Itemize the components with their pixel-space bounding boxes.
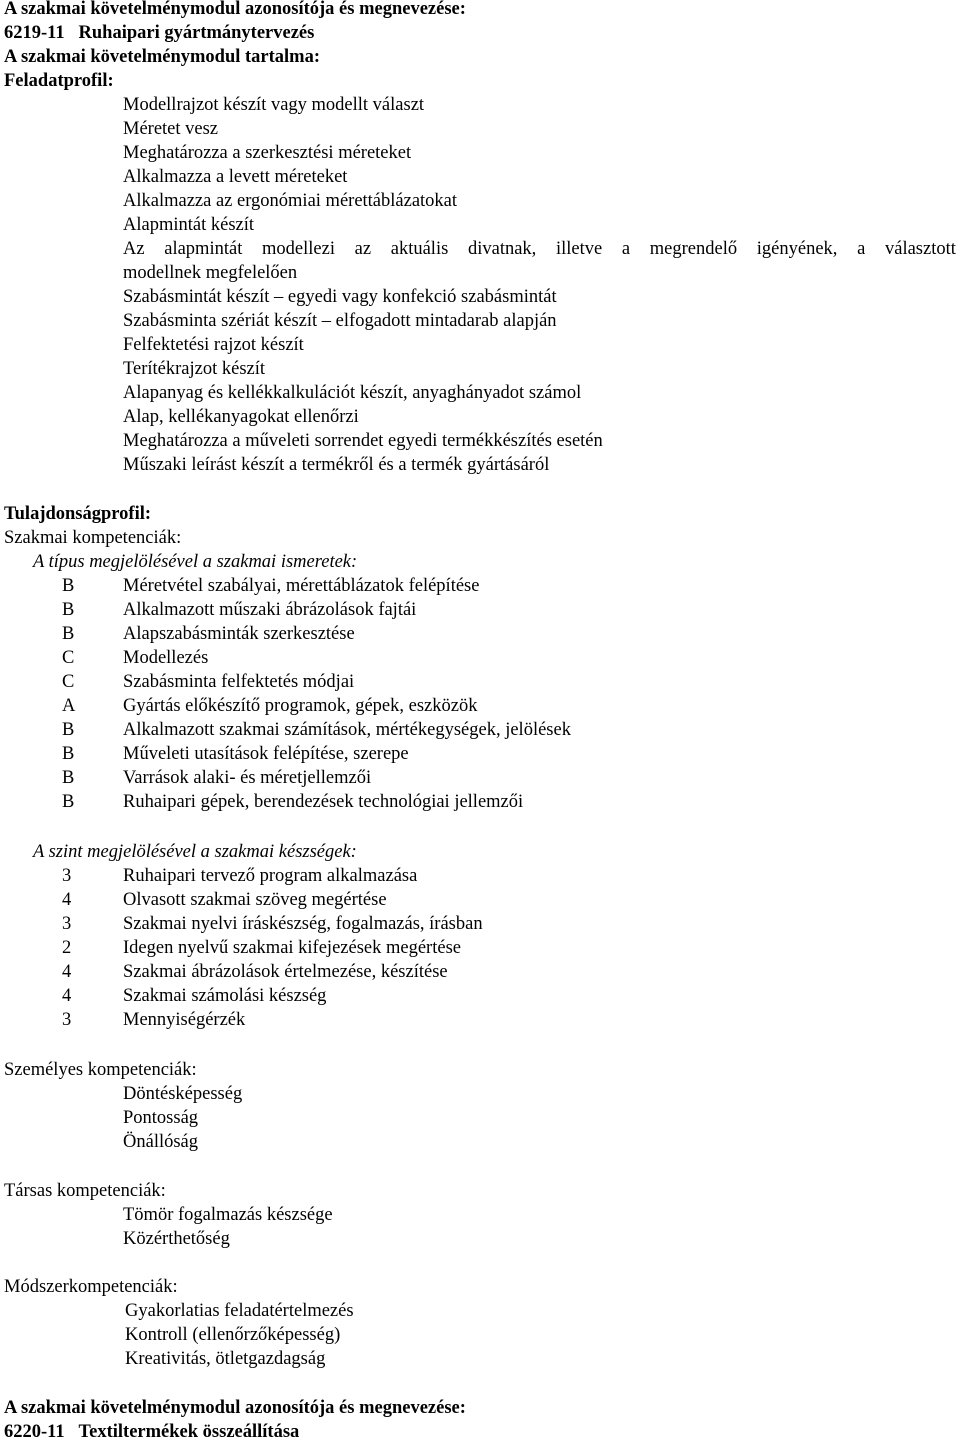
task-word: Az: [123, 239, 145, 259]
module-code: 6219-11: [4, 23, 65, 43]
knowledge-type: B: [62, 720, 75, 740]
knowledge-row: [0, 790, 960, 814]
knowledge-row: [0, 742, 960, 766]
task-item: Modellrajzot készít vagy modellt választ: [123, 95, 425, 115]
method-competency: Kontroll (ellenőrzőképesség): [125, 1325, 341, 1345]
skill-text: Ruhaipari tervező program alkalmazása: [123, 866, 418, 886]
knowledge-row: [0, 718, 960, 742]
task-item-continuation: modellnek megfelelően: [123, 263, 298, 283]
task-word: igényének,: [756, 239, 838, 259]
task-item: Szabásminta szériát készít – elfogadott mintadarab alapján: [123, 311, 557, 331]
knowledge-text: Alkalmazott szakmai számítások, mértékegységek, jelölések: [123, 720, 571, 740]
module2-id-heading: A szakmai követelménymodul azonosítója és megnevezése:: [4, 1398, 466, 1418]
personal-competencies-heading: Személyes kompetenciák:: [4, 1060, 197, 1080]
skill-row: [0, 864, 960, 888]
task-item: Meghatározza a műveleti sorrendet egyedi termékkészítés esetén: [123, 431, 603, 451]
skill-text: Idegen nyelvű szakmai kifejezések megértése: [123, 938, 461, 958]
knowledge-type: B: [62, 792, 75, 812]
task-item: Meghatározza a szerkesztési méreteket: [123, 143, 412, 163]
task-word: aktuális: [390, 239, 449, 259]
personal-competency: Pontosság: [123, 1108, 199, 1128]
knowledge-row: [0, 646, 960, 670]
skill-row: [0, 888, 960, 912]
method-competencies-heading: Módszerkompetenciák:: [4, 1277, 178, 1297]
skill-row: [0, 960, 960, 984]
skill-row: [0, 912, 960, 936]
skill-level: 3: [62, 1010, 72, 1030]
task-item: Alkalmazza az ergonómiai mérettáblázatokat: [123, 191, 458, 211]
knowledge-text: Méretvétel szabályai, mérettáblázatok felépítése: [123, 576, 480, 596]
knowledge-type: C: [62, 648, 75, 668]
module2-code: 6220-11: [4, 1422, 65, 1442]
task-item: Műszaki leírást készít a termékről és a termék gyártásáról: [123, 455, 550, 475]
knowledge-row: [0, 766, 960, 790]
skill-level: 2: [62, 938, 72, 958]
task-word: illetve: [555, 239, 603, 259]
skill-level: 4: [62, 986, 72, 1006]
task-profile-heading: Feladatprofil:: [4, 71, 114, 91]
task-item: Alapmintát készít: [123, 215, 255, 235]
module-code-name: [4, 21, 314, 45]
module-content-heading: A szakmai követelménymodul tartalma:: [4, 47, 321, 67]
task-word: az: [354, 239, 372, 259]
social-competency: Tömör fogalmazás készsége: [123, 1205, 333, 1225]
knowledge-row: [0, 694, 960, 718]
knowledge-heading: A típus megjelölésével a szakmai ismeretek:: [33, 552, 358, 572]
module-id-heading: A szakmai követelménymodul azonosítója és megnevezése:: [4, 0, 466, 19]
knowledge-row: [0, 622, 960, 646]
knowledge-type: B: [62, 576, 75, 596]
task-item-long: [123, 237, 956, 261]
skill-text: Olvasott szakmai szöveg megértése: [123, 890, 387, 910]
personal-competency: Döntésképesség: [123, 1084, 243, 1104]
professional-competencies-heading: Szakmai kompetenciák:: [4, 528, 182, 548]
knowledge-type: A: [62, 696, 76, 716]
skill-text: Szakmai ábrázolások értelmezése, készítése: [123, 962, 448, 982]
property-profile-heading: Tulajdonságprofil:: [4, 504, 152, 524]
task-item: Alapanyag és kellékkalkulációt készít, anyaghányadot számol: [123, 383, 582, 403]
knowledge-type: B: [62, 744, 75, 764]
knowledge-text: Műveleti utasítások felépítése, szerepe: [123, 744, 409, 764]
knowledge-text: Szabásminta felfektetés módjai: [123, 672, 355, 692]
knowledge-type: B: [62, 600, 75, 620]
skill-text: Szakmai nyelvi íráskészség, fogalmazás, írásban: [123, 914, 483, 934]
skill-text: Szakmai számolási készség: [123, 986, 327, 1006]
task-item: Alkalmazza a levett méreteket: [123, 167, 348, 187]
skills-heading: A szint megjelölésével a szakmai készségek:: [33, 842, 357, 862]
knowledge-type: C: [62, 672, 75, 692]
knowledge-row: [0, 574, 960, 598]
task-word: modellezi: [262, 239, 335, 259]
skill-text: Mennyiségérzék: [123, 1010, 246, 1030]
personal-competency: Önállóság: [123, 1132, 199, 1152]
task-item: Felfektetési rajzot készít: [123, 335, 304, 355]
module2-name: Textiltermékek összeállítása: [78, 1422, 300, 1442]
task-word: alapmintát: [164, 239, 243, 259]
task-item: Terítékrajzot készít: [123, 359, 266, 379]
social-competencies-heading: Társas kompetenciák:: [4, 1181, 166, 1201]
knowledge-text: Ruhaipari gépek, berendezések technológiai jellemzői: [123, 792, 524, 812]
module2-code-name: [4, 1420, 299, 1444]
knowledge-text: Modellezés: [123, 648, 209, 668]
task-item: Méretet vesz: [123, 119, 219, 139]
task-item: Szabásmintát készít – egyedi vagy konfekció szabásmintát: [123, 287, 557, 307]
module-name: Ruhaipari gyártmánytervezés: [78, 23, 315, 43]
knowledge-row: [0, 598, 960, 622]
task-word: divatnak,: [467, 239, 537, 259]
skill-level: 3: [62, 914, 72, 934]
task-item: Alap, kellékanyagokat ellenőrzi: [123, 407, 359, 427]
knowledge-type: B: [62, 768, 75, 788]
knowledge-text: Varrások alaki- és méretjellemzői: [123, 768, 372, 788]
knowledge-text: Alapszabásminták szerkesztése: [123, 624, 355, 644]
knowledge-text: Alkalmazott műszaki ábrázolások fajtái: [123, 600, 417, 620]
method-competency: Kreativitás, ötletgazdagság: [125, 1349, 326, 1369]
skill-row: [0, 984, 960, 1008]
knowledge-text: Gyártás előkészítő programok, gépek, eszközök: [123, 696, 478, 716]
method-competency: Gyakorlatias feladatértelmezés: [125, 1301, 354, 1321]
task-word: választott: [884, 239, 956, 259]
skill-row: [0, 1008, 960, 1032]
skill-level: 4: [62, 890, 72, 910]
skill-level: 3: [62, 866, 72, 886]
social-competency: Közérthetőség: [123, 1229, 230, 1249]
task-word: a: [857, 239, 866, 259]
knowledge-type: B: [62, 624, 75, 644]
skill-row: [0, 936, 960, 960]
task-word: megrendelő: [649, 239, 738, 259]
task-word: a: [621, 239, 631, 259]
knowledge-row: [0, 670, 960, 694]
skill-level: 4: [62, 962, 72, 982]
